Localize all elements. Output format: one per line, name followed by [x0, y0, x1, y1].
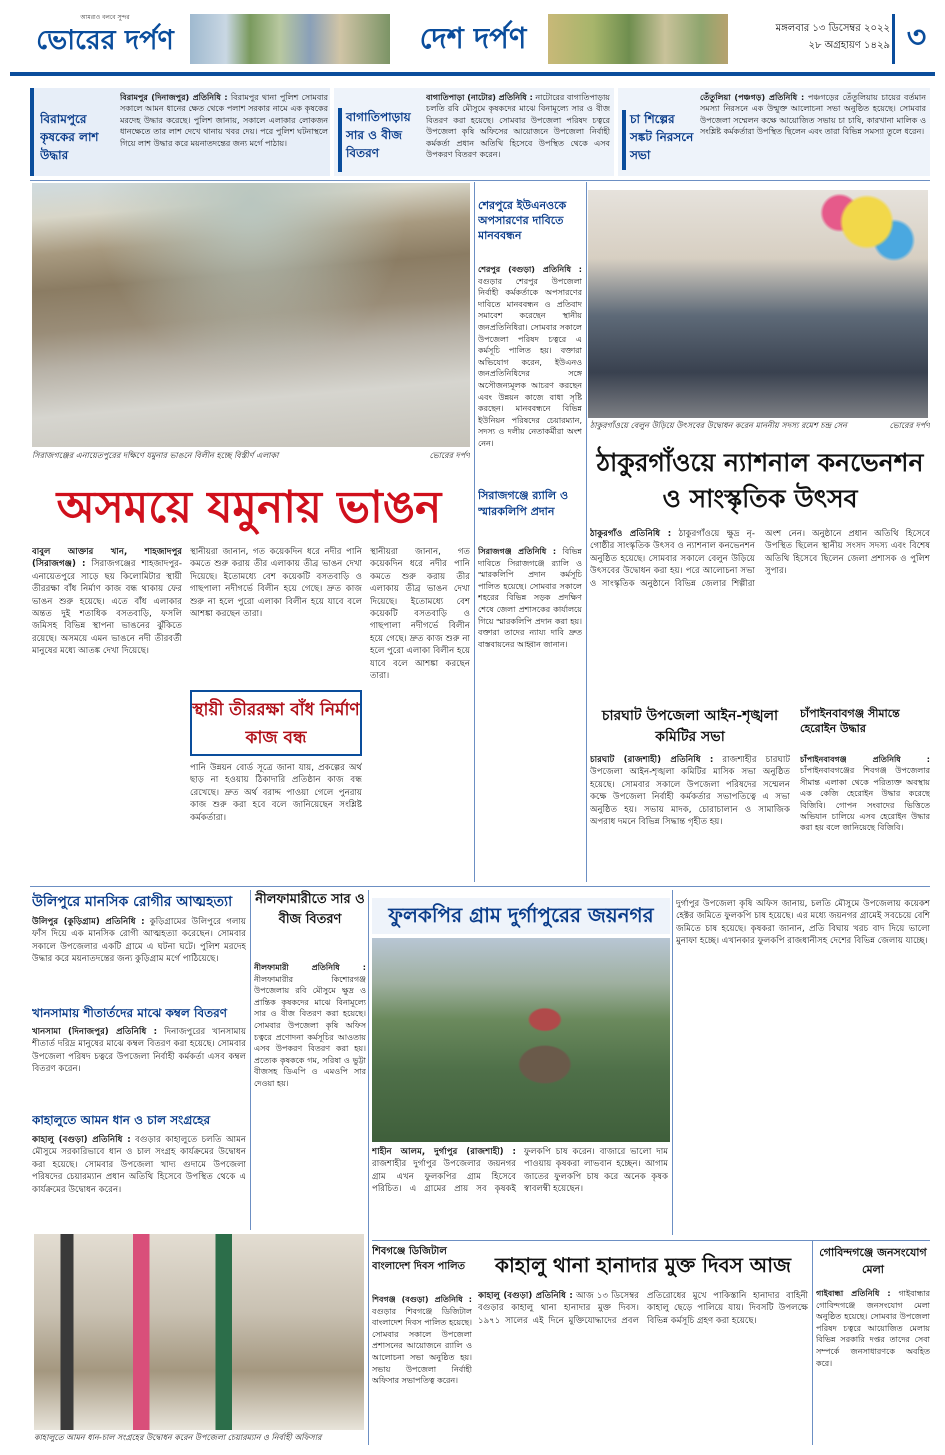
shibganj-body — [372, 1294, 472, 1444]
column-divider — [586, 182, 587, 882]
rally-body — [478, 546, 582, 882]
thakurgaon-body — [590, 528, 930, 698]
kahalu-free-headline: কাহালু থানা হানাদার মুক্ত দিবস আজ — [495, 1253, 791, 1277]
lead-text-1: সিরাজগঞ্জের শাহজাদপুর-এনায়েতপুরে সাড়ে ছয় কিলোমিটার স্থায়ী তীররক্ষা বাঁধ নির্মাণ কাজ বন্ধ থাকায় ফের ভাঙন শুরু হয়েছে। এতে বাঁধ এলাকার অন্তত দুই শতাধিক বসতবাড়ি, ফসলি জমিসহ বিভিন্ন স্থাপনা ভাঙনের ঝুঁকিতে রয়েছে। অসময়ে এমন ভাঙনে নদী তীরবর্তী মানুষের মধ্যে আতঙ্ক দেখা দিয়েছে। — [32, 559, 182, 657]
charghat-text: রাজশাহীর চারঘাট উপজেলা আইন-শৃঙ্খলা কমিটির মাসিক সভা অনুষ্ঠিত হয়েছে। সোমবার সকালে উপজেলা পরিষদের সম্মেলন কক্ষে উপজেলা নির্বাহী কর্মকর্তার সভাপতিত্বে এ সভা অনুষ্ঠিত হয়। সভায় মাদক, চোরাচালান ও সামাজিক অপরাধ দমনে বিভিন্ন সিদ্ধান্ত গৃহীত হয়। — [590, 755, 790, 828]
date-bengali: ২৮ অগ্রহায়ণ ১৪২৯ — [808, 40, 890, 51]
story-tea-industry[interactable] — [618, 88, 930, 176]
kahalu-free-body — [478, 1290, 808, 1444]
sherpur-headline: শেরপুরে ইউএনওকে অপসারণের দাবিতে মানববন্ধন — [478, 199, 567, 242]
story-byline: বিরামপুর (দিনাজপুর) প্রতিনিধি : — [120, 93, 228, 102]
kahalu-free-byline: কাহালু (বগুড়া) প্রতিনিধি : — [478, 1291, 573, 1301]
photo-balloon-inauguration[interactable] — [588, 190, 928, 418]
story-headline: বাগাতিপাড়ায় সার ও বীজ বিতরণ — [338, 108, 422, 172]
lead-body-col2 — [190, 546, 362, 684]
masthead-photo-strip-right — [548, 14, 728, 64]
lead-body-col3 — [370, 546, 470, 882]
lead-text-4: স্থানীয়রা জানান, গত কয়েকদিন ধরে নদীর পানি কমতে শুরু করায় তীর এলাকায় তীব্র ভাঙন দেখা দিয়েছে। ইতোমধ্যে বেশ কয়েকটি বসতবাড়ি ও গাছপালা নদীগর্ভে বিলীন হয়ে গেছে। দ্রুত কাজ শুরু না হলে পুরো এলাকা বিলীন হয়ে যাবে বলে আশঙ্কা করছেন তারা। — [370, 547, 470, 682]
story-text: নাটোরের বাগাতিপাড়ায় চলতি রবি মৌসুমে কৃষকদের মাঝে বিনামূল্যে সার ও বীজ বিতরণ করা হয়েছে। সোমবার উপজেলা পরিষদ চত্বরে উপজেলা কৃষি অফিসের আয়োজনে উপজেলা নির্বাহী কর্মকর্তা প্রধান অতিথি হিসেবে উপস্থিত থেকে এসব উপকরণ বিতরণ করেন। — [426, 93, 610, 160]
lead-headline[interactable]: অসময়ে যমুনায় ভাঙন — [56, 482, 442, 533]
thakurgaon-headline: ঠাকুরগাঁওয়ে ন্যাশনাল কনভেনশন ও সাংস্কৃতিক উৎসব — [596, 448, 924, 513]
nilphamari-body — [254, 962, 366, 1228]
thakurgaon-text: ঠাকুরগাঁওয়ে ক্ষুদ্র নৃ-গোষ্ঠীর সাংস্কৃতিক উৎসব ও ন্যাশনাল কনভেনশন অনুষ্ঠিত হয়েছে। সোমবার সকালে বেলুন উড়িয়ে উৎসবের উদ্বোধন করা হয়। পরে আলোচনা সভা ও সাংস্কৃতিক অনুষ্ঠানে বিভিন্ন জেলার শিল্পীরা অংশ নেন। অনুষ্ঠানে প্রধান অতিথি হিসেবে উপস্থিত ছিলেন স্থানীয় সংসদ সদস্য এবং বিশেষ অতিথি হিসেবে ছিলেন জেলা প্রশাসক ও পুলিশ সুপার। — [590, 529, 930, 589]
shibganj-headline: শিবগঞ্জে ডিজিটাল বাংলাদেশ দিবস পালিত — [372, 1246, 466, 1272]
rally-text: বিভিন্ন দাবিতে সিরাজগঞ্জে র‌্যালি ও স্মারকলিপি প্রদান কর্মসূচি পালিত হয়েছে। সোমবার সকালে শহরের বিভিন্ন সড়ক প্রদক্ষিণ শেষে জেলা প্রশাসকের কার্যালয়ে গিয়ে স্মারকলিপি প্রদান করা হয়। বক্তারা তাদের ন্যায্য দাবি দ্রুত বাস্তবায়নের আহ্বান জানান। — [478, 547, 582, 649]
cauliflower-body-right — [676, 898, 930, 1236]
story-headline: বিরামপুরে কৃষকের লাশ উদ্ধার — [40, 112, 99, 162]
dateline — [730, 20, 890, 60]
nilphamari-headline: নীলফামারীতে সার ও বীজ বিতরণ — [255, 892, 365, 927]
rally-byline: সিরাজগঞ্জ প্রতিনিধি : — [478, 547, 557, 556]
masthead-rule — [10, 72, 935, 76]
logo-text: ভোরের দর্পণ — [36, 25, 174, 56]
ulipur-byline: উলিপুর (কুড়িগ্রাম) প্রতিনিধি : — [32, 917, 145, 927]
lead-byline: বাবুল আক্তার খান, শাহজাদপুর (সিরাজগঞ্জ) : — [32, 547, 182, 570]
sherpur-text: বগুড়ার শেরপুর উপজেলা নির্বাহী কর্মকর্তাকে অপসারণের দাবিতে মানববন্ধন ও প্রতিবাদ সমাবেশ করেছেন স্থানীয় জনপ্রতিনিধিরা। সোমবার সকালে উপজেলা পরিষদ চত্বরে এ কর্মসূচি পালিত হয়। বক্তারা অভিযোগ করেন, ইউএনও জনপ্রতিনিধিদের সঙ্গে অসৌজন্যমূলক আচরণ করছেন এবং উন্নয়ন কাজে বাধা সৃষ্টি করছেন। মানববন্ধনে বিভিন্ন ইউনিয়ন পরিষদের চেয়ারম্যান, সদস্য ও দলীয় নেতাকর্মীরা অংশ নেন। — [478, 276, 582, 448]
story-body — [426, 92, 610, 172]
lead-text-2: স্থানীয়রা জানান, গত কয়েকদিন ধরে নদীর পানি কমতে শুরু করায় তীর এলাকায় তীব্র ভাঙন দেখা দিয়েছে। ইতোমধ্যে বেশ কয়েকটি বসতবাড়ি ও গাছপালা নদীগর্ভে বিলীন হয়ে গেছে। দ্রুত কাজ শুরু না হলে পুরো এলাকা বিলীন হয়ে যাবে বলে আশঙ্কা করছেন তারা। — [190, 547, 362, 620]
story-body — [120, 92, 328, 172]
gobindaganj-headline: গোবিন্দগঞ্জে জনসংযোগ মেলা — [819, 1246, 927, 1276]
ulipur-body — [32, 916, 246, 1000]
photo-caption: কাহালুতে আমন ধান-চাল সংগ্রহের উদ্বোধন করেন উপজেলা চেয়ারম্যান ও নির্বাহী অফিসার — [34, 1433, 322, 1442]
photo-rice-procurement[interactable] — [34, 1234, 364, 1430]
sherpur-body — [478, 264, 582, 480]
photo-cauliflower-field[interactable] — [372, 938, 670, 1142]
khansama-byline: খানসামা (দিনাজপুর) প্রতিনিধি : — [32, 1027, 158, 1037]
cauliflower-text-2: দুর্গাপুর উপজেলা কৃষি অফিস জানায়, চলতি মৌসুমে উপজেলায় কয়েকশ হেক্টর জমিতে ফুলকপি চাষ হয়েছে। এর মধ্যে জয়নগর গ্রামেই সবচেয়ে বেশি জমিতে চাষ হয়েছে। কৃষকরা জানান, প্রতি বিঘায় খরচ বাদ দিয়ে ভালো মুনাফা হচ্ছে। এখানকার ফুলকপি রাজধানীসহ দেশের বিভিন্ন জেলায় যাচ্ছে। — [676, 899, 930, 947]
lead-body-col1 — [32, 546, 182, 882]
cauliflower-body — [372, 1146, 668, 1236]
charghat-byline: চারঘাট (রাজশাহী) প্রতিনিধি : — [590, 755, 714, 765]
gobindaganj-text: গাইবান্ধার গোবিন্দগঞ্জে জনসংযোগ মেলা অনুষ্ঠিত হয়েছে। সোমবার উপজেলা পরিষদ চত্বরে আয়োজিত মেলায় বিভিন্ন সরকারি দপ্তর তাদের সেবা সম্পর্কে জনসাধারণকে অবহিত করে। — [816, 1289, 930, 1368]
column-divider — [250, 890, 251, 1230]
sherpur-byline: শেরপুর (বগুড়া) প্রতিনিধি : — [478, 265, 582, 274]
photo-caption: সিরাজগঞ্জের এনায়েতপুরের দক্ষিণে যমুনার ভাঙনে বিলীন হচ্ছে বিস্তীর্ণ এলাকা — [32, 451, 279, 460]
story-headline: চা শিল্পের সঙ্কট নিরসনে সভা — [622, 110, 696, 170]
charghat-body — [590, 754, 790, 884]
section-divider — [30, 886, 930, 887]
masthead — [0, 0, 945, 78]
chapai-headline: চাঁপাইনবাবগঞ্জ সীমান্তে হেরোইন উদ্ধার — [800, 707, 900, 735]
masthead-photo-strip-left — [190, 14, 390, 64]
shibganj-byline: শিবগঞ্জ (বগুড়া) প্রতিনিধি : — [372, 1295, 472, 1304]
section-divider — [30, 180, 930, 181]
chapai-text: চাঁপাইনবাবগঞ্জের শিবগঞ্জ উপজেলার সীমান্ত এলাকা থেকে পরিত্যক্ত অবস্থায় এক কেজি হেরোইন উদ্ধার করেছে বিজিবি। গোপন সংবাদের ভিত্তিতে অভিযান চালিয়ে এসব হেরোইন উদ্ধার করা হয় বলে জানিয়েছে বিজিবি। — [800, 766, 930, 833]
shibganj-text: বগুড়ার শিবগঞ্জে ডিজিটাল বাংলাদেশ দিবস পালিত হয়েছে। সোমবার সকালে উপজেলা প্রশাসনের আয়োজনে র‌্যালি ও আলোচনা সভা অনুষ্ঠিত হয়। সভায় উপজেলা নির্বাহী অফিসার সভাপতিত্ব করেন। — [372, 1306, 472, 1386]
column-divider — [672, 890, 673, 1235]
kahalu-rice-text: বগুড়ার কাহালুতে চলতি আমন মৌসুমে সরকারিভাবে ধান ও চাল সংগ্রহ কার্যক্রমের উদ্বোধন করা হয়েছে। সোমবার উপজেলা খাদ্য গুদামে উপজেলা পরিষদের চেয়ারম্যান প্রধান অতিথি হিসেবে উপস্থিত থেকে এ কার্যক্রমের উদ্বোধন করেন। — [32, 1135, 246, 1195]
photo-caption: ঠাকুরগাঁওয়ে বেলুন উড়িয়ে উৎসবের উদ্বোধন করেন মাননীয় সদস্য রমেশ চন্দ্র সেন — [590, 421, 847, 430]
gobindaganj-body — [816, 1288, 930, 1444]
section-title: দেশ দর্পণ — [419, 21, 527, 55]
page-number: ৩ — [892, 14, 938, 64]
newspaper-logo[interactable] — [20, 12, 190, 66]
thakurgaon-byline: ঠাকুরগাঁও প্রতিনিধি : — [590, 529, 672, 539]
charghat-headline: চারঘাট উপজেলা আইন-শৃঙ্খলা কমিটির সভা — [601, 708, 779, 745]
photo-riverbank-erosion[interactable] — [32, 183, 470, 447]
story-bagatipara[interactable] — [334, 88, 614, 176]
lead-text-3: পানি উন্নয়ন বোর্ড সূত্রে জানা যায়, প্রকল্পের অর্থ ছাড় না হওয়ায় ঠিকাদারি প্রতিষ্ঠান কাজ বন্ধ রেখেছে। দ্রুত অর্থ বরাদ্দ পাওয়া গেলে পুনরায় কাজ শুরু করা হবে বলে জানিয়েছেন সংশ্লিষ্ট কর্মকর্তারা। — [190, 763, 362, 823]
cauliflower-byline: শাহীন আলম, দুর্গাপুর (রাজশাহী) : — [372, 1147, 516, 1157]
story-body — [700, 92, 926, 172]
column-divider — [474, 182, 475, 882]
khansama-text: দিনাজপুরের খানসামায় শীতার্ত দরিদ্র মানুষের মাঝে কম্বল বিতরণ করা হয়েছে। সোমবার উপজেলা পরিষদ চত্বরে উপজেলা নির্বাহী কর্মকর্তা এসব কম্বল বিতরণ করেন। — [32, 1027, 246, 1075]
story-byline: তেঁতুলিয়া (পঞ্চগড়) প্রতিনিধি : — [700, 93, 805, 102]
kahalu-rice-byline: কাহালু (বগুড়া) প্রতিনিধি : — [32, 1135, 131, 1145]
nilphamari-text: নীলফামারীর কিশোরগঞ্জ উপজেলায় রবি মৌসুমে ক্ষুদ্র ও প্রান্তিক কৃষকদের মাঝে বিনামূল্যে সার ও বীজ বিতরণ করা হয়েছে। সোমবার উপজেলা কৃষি অফিস চত্বরে প্রণোদনা কর্মসূচির আওতায় এসব উপকরণ বিতরণ করা হয়। প্রত্যেক কৃষককে গম, সরিষা ও ভুট্টা বীজসহ ডিএপি ও এমওপি সার দেওয়া হয়। — [254, 974, 366, 1088]
khansama-headline: খানসামায় শীতার্তদের মাঝে কম্বল বিতরণ — [32, 1006, 228, 1020]
ulipur-headline: উলিপুরে মানসিক রোগীর আত্মহত্যা — [32, 894, 233, 910]
photo-credit: ভোরের দর্পণ — [889, 421, 930, 430]
rally-headline: সিরাজগঞ্জে র‌্যালি ও স্মারকলিপি প্রদান — [478, 489, 569, 518]
kahalu-rice-headline: কাহালুতে আমন ধান ও চাল সংগ্রহের — [32, 1113, 211, 1127]
khansama-body — [32, 1026, 246, 1106]
story-byline: বাগাতিপাড়া (নাটোর) প্রতিনিধি : — [426, 93, 533, 102]
pull-quote: স্থায়ী তীররক্ষা বাঁধ নির্মাণ কাজ বন্ধ — [190, 690, 362, 756]
logo-tagline: আমরাও বলবে সুন্দর — [80, 14, 130, 21]
story-text: বিরামপুর থানা পুলিশ সোমবার সকালে আমন ধানের ক্ষেত থেকে পলাশ সরকার নামে এক কৃষকের মরদেহ উদ্ধার করেছে। পুলিশ জানায়, সকালে এলাকার লোকজন ধানক্ষেতে তার লাশ দেখে থানায় খবর দেয়। পরে পুলিশ ঘটনাস্থলে গিয়ে লাশ উদ্ধার করে ময়নাতদন্তের জন্য মর্গে পাঠায়। — [120, 93, 328, 148]
story-text: পঞ্চগড়ের তেঁতুলিয়ায় চায়ের বর্তমান সমস্যা নিরসনে এক উন্মুক্ত আলোচনা সভা অনুষ্ঠিত হয়েছে। সোমবার উপজেলা সম্মেলন কক্ষে আয়োজিত সভায় চা চাষি, কারখানা মালিক ও সংশ্লিষ্ট কর্মকর্তারা উপস্থিত ছিলেন এবং তারা বিভিন্ন সমস্যা তুলে ধরেন। — [700, 93, 926, 137]
column-divider — [368, 890, 369, 1445]
lead-body-col2b — [190, 762, 362, 882]
kahalu-free-text: আজ ১৩ ডিসেম্বর বগুড়ার কাহালু থানা হানাদার মুক্ত দিবস। ১৯৭১ সালের এই দিনে মুক্তিযোদ্ধাদের প্রবল প্রতিরোধের মুখে পাকিস্তানি হানাদার বাহিনী কাহালু ছেড়ে পালিয়ে যায়। দিবসটি উপলক্ষে বিভিন্ন কর্মসূচি গ্রহণ করা হয়েছে। — [478, 1291, 808, 1326]
ulipur-text: কুড়িগ্রামের উলিপুরে গলায় ফাঁস দিয়ে এক মানসিক রোগী আত্মহত্যা করেছেন। সোমবার সকালে উপজেলার একটি গ্রামে এ ঘটনা ঘটে। পুলিশ মরদেহ উদ্ধার করে ময়নাতদন্তের জন্য কুড়িগ্রাম মর্গে পাঠিয়েছে। — [32, 917, 246, 965]
column-divider — [812, 1240, 813, 1445]
date-gregorian: মঙ্গলবার ১৩ ডিসেম্বর ২০২২ — [775, 23, 890, 34]
chapai-byline: চাঁপাইনবাবগঞ্জ প্রতিনিধি : — [800, 755, 930, 764]
cauliflower-headline: ফুলকপির গ্রাম দুর্গাপুরের জয়নগর — [372, 898, 670, 934]
section-divider — [372, 1240, 930, 1241]
kahalu-rice-body — [32, 1134, 246, 1228]
gobindaganj-byline: গাইবান্ধা প্রতিনিধি : — [816, 1289, 891, 1298]
nilphamari-byline: নীলফামারী প্রতিনিধি : — [254, 963, 366, 972]
cauliflower-text: রাজশাহীর দুর্গাপুর উপজেলার জয়নগর গ্রাম এখন ফুলকপির গ্রাম হিসেবে পরিচিত। এ গ্রামের প্রায় সব কৃষকই ফুলকপি চাষ করেন। বাজারে ভালো দাম পাওয়ায় কৃষকরা লাভবান হচ্ছেন। আগাম জাতের ফুলকপি চাষ করে অনেক কৃষক স্বাবলম্বী হয়েছেন। — [372, 1147, 668, 1195]
photo-credit: ভোরের দর্পণ — [429, 451, 470, 460]
story-birampur[interactable] — [30, 88, 330, 176]
chapai-body — [800, 754, 930, 884]
